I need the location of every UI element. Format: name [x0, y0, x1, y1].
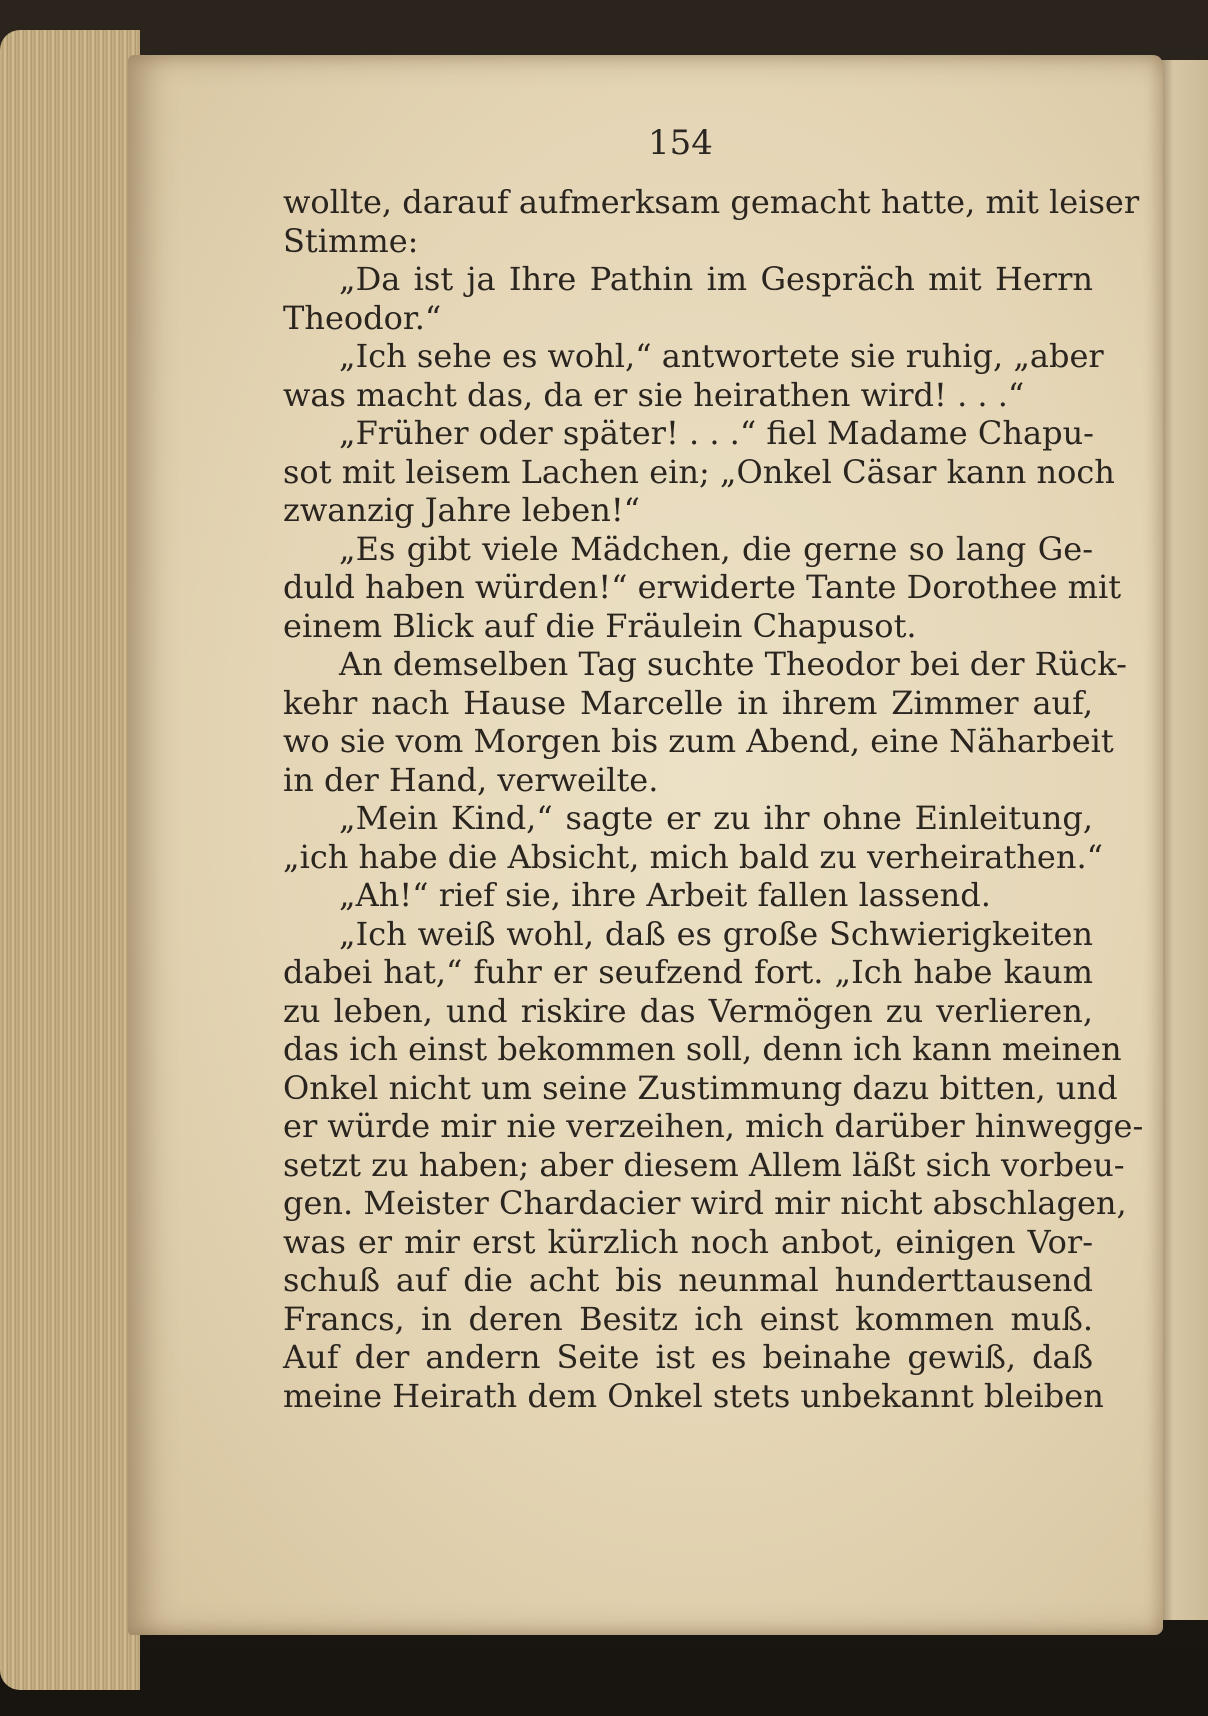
- text-line: „Ich sehe es wohl,“ antwortete sie ruhig, „aber: [339, 337, 1104, 375]
- text-line: meine Heirath dem Onkel stets unbekannt bleiben: [283, 1376, 1104, 1415]
- page-edges: [0, 30, 140, 1690]
- text-line: zwanzig Jahre leben!“: [283, 491, 641, 529]
- text-line: wollte, darauf aufmerksam gemacht hatte, mit leiser: [283, 183, 1140, 221]
- text-line: Francs, in deren Besitz ich einst kommen muß.: [283, 1299, 1093, 1338]
- text-line: Onkel nicht um seine Zustimmung dazu bitten, und: [283, 1068, 1118, 1107]
- page-number: 154: [648, 123, 713, 163]
- text-line: was macht das, da er sie heirathen wird! . . .“: [283, 375, 1025, 414]
- text-line: „ich habe die Absicht, mich bald zu verheirathen.“: [283, 837, 1103, 876]
- text-line: schuß auf die acht bis neunmal hunderttausend: [283, 1261, 1093, 1299]
- text-line: wo sie vom Morgen bis zum Abend, eine Näharbeit: [283, 722, 1114, 760]
- text-line: Stimme:: [283, 221, 419, 260]
- text-line: das ich einst bekommen soll, denn ich kann meinen: [283, 1030, 1122, 1068]
- book-page: [128, 55, 1163, 1635]
- text-line: „Es gibt viele Mädchen, die gerne so lang Ge-: [339, 529, 1093, 568]
- text-line: Theodor.“: [283, 298, 442, 337]
- text-line: in der Hand, verweilte.: [283, 760, 659, 799]
- text-line: kehr nach Hause Marcelle in ihrem Zimmer auf,: [283, 683, 1093, 722]
- text-line: „Mein Kind,“ sagte er zu ihr ohne Einleitung,: [339, 799, 1093, 837]
- text-line: dabei hat,“ fuhr er seufzend fort. „Ich habe kaum: [283, 953, 1093, 991]
- text-line: gen. Meister Chardacier wird mir nicht abschlagen,: [283, 1184, 1127, 1222]
- text-line: was er mir erst kürzlich noch anbot, einigen Vor-: [283, 1222, 1093, 1261]
- text-line: er würde mir nie verzeihen, mich darüber hinwegge-: [283, 1107, 1144, 1145]
- text-line: Auf der andern Seite ist es beinahe gewiß, daß: [283, 1338, 1093, 1376]
- text-line: „Da ist ja Ihre Pathin im Gespräch mit Herrn: [339, 260, 1093, 298]
- text-line: „Ich weiß wohl, daß es große Schwierigkeiten: [339, 914, 1093, 953]
- text-line: einem Blick auf die Fräulein Chapusot.: [283, 606, 917, 645]
- text-line: sot mit leisem Lachen ein; „Onkel Cäsar kann noch: [283, 452, 1115, 491]
- text-line: An demselben Tag suchte Theodor bei der Rück-: [339, 645, 1127, 683]
- body-text: [283, 183, 1144, 1415]
- text-line: zu leben, und riskire das Vermögen zu verlieren,: [283, 991, 1093, 1030]
- text-line: setzt zu haben; aber diesem Allem läßt sich vorbeu-: [283, 1145, 1125, 1184]
- text-line: „Früher oder später! . . .“ fiel Madame Chapu-: [339, 414, 1094, 452]
- text-line: duld haben würden!“ erwiderte Tante Dorothee mit: [283, 568, 1122, 606]
- text-line: „Ah!“ rief sie, ihre Arbeit fallen lassend.: [339, 876, 991, 914]
